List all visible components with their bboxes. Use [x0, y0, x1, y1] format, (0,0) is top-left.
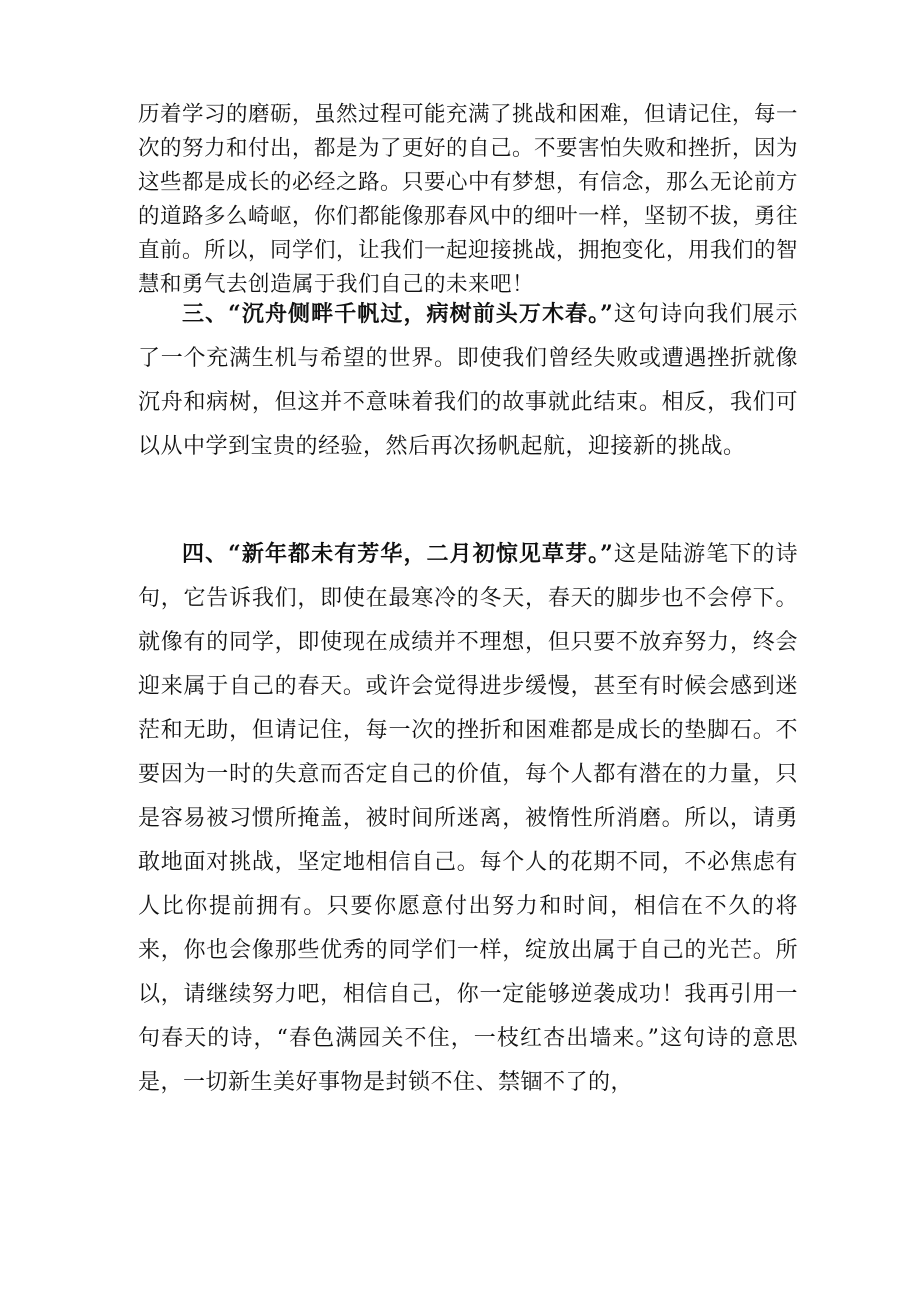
section-three-body: 这句诗向我们展示了一个充满生机与希望的世界。即使我们曾经失败或遭遇挫折就像沉舟和病树，但这并不意味着我们的故事就此结束。相反，我们可以从中学到宝贵的经验，然后再次扬帆起航，迎接新的挑战。 [138, 302, 798, 459]
paragraph-section-three [138, 292, 798, 469]
section-three-heading: 三、“沉舟侧畔千帆过，病树前头万木春。” [182, 301, 614, 327]
paragraph-continued: 历着学习的磨砺，虽然过程可能充满了挑战和困难，但请记住，每一次的努力和付出，都是为了更好的自己。不要害怕失败和挫折，因为这些都是成长的必经之路。只要心中有梦想，有信念，那么无论前方的道路多么崎岖，你们都能像那春风中的细叶一样，坚韧不拔，勇往直前。所以，同学们，让我们一起迎接挑战，拥抱变化，用我们的智慧和勇气去创造属于我们自己的未来吧！ [138, 102, 799, 297]
section-four-heading: 四、“新年都未有芳华，二月初惊见草芽。” [182, 541, 614, 567]
paragraph-section-four [138, 532, 798, 1105]
section-four-body: 这是陆游笔下的诗句，它告诉我们，即使在最寒冷的冬天，春天的脚步也不会停下。就像有的同学，即使现在成绩并不理想，但只要不放弃努力，终会迎来属于自己的春天。或许会觉得进步缓慢，甚至有时候会感到迷茫和无助，但请记住，每一次的挫折和困难都是成长的垫脚石。不要因为一时的失意而否定自己的价值，每个人都有潜在的力量，只是容易被习惯所掩盖，被时间所迷离，被惰性所消磨。所以，请勇敢地面对挑战，坚定地相信自己。每个人的花期不同，不必焦虑有人比你提前拥有。只要你愿意付出努力和时间，相信在不久的将来，你也会像那些优秀的同学们一样，绽放出属于自己的光芒。所以，请继续努力吧，相信自己，你一定能够逆袭成功！我再引用一句春天的诗，“春色满园关不住，一枝红杏出墙来。”这句诗的意思是，一切新生美好事物是封锁不住、禁锢不了的， [138, 542, 798, 1095]
